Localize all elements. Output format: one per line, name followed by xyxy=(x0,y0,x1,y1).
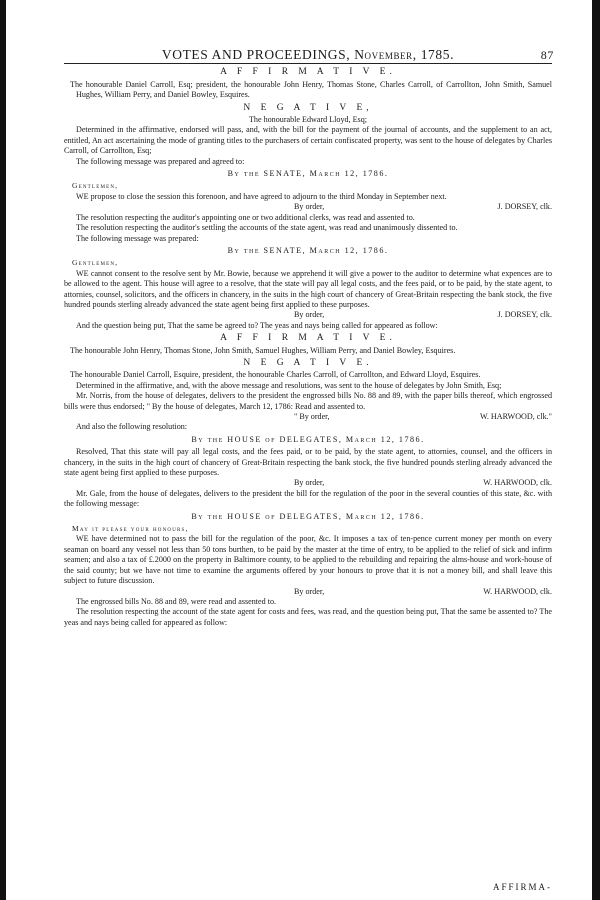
running-title: VOTES AND PROCEEDINGS, November, 1785. xyxy=(161,47,455,62)
paragraph: Mr. Gale, from the house of delegates, delivers to the president the bill for the regulation of the poor in the several counties of this state, &c. with the following message: xyxy=(64,488,552,509)
salutation: Gentlemen, xyxy=(72,181,119,191)
signature-line xyxy=(64,310,552,320)
vote-heading: N E G A T I V E, xyxy=(243,102,373,113)
vote-heading: A F F I R M A T I V E. xyxy=(220,333,396,344)
signature-line xyxy=(64,412,552,422)
header-rule xyxy=(64,63,552,64)
scan-edge-left xyxy=(0,0,6,900)
member-list: The honourable Daniel Carroll, Esquire, president, the honourable Charles Carroll, of Carrollton, and Edward Lloyd, Esquires. xyxy=(70,370,481,380)
vote-heading: N E G A T I V E. xyxy=(243,357,373,368)
message-byline: By the HOUSE of DELEGATES, March 12, 1786. xyxy=(191,511,425,521)
paragraph: The following message was prepared and agreed to: xyxy=(76,156,245,166)
signature-order: By order, xyxy=(294,586,325,596)
vote-heading: A F F I R M A T I V E. xyxy=(220,67,396,78)
member-line: The honourable Edward Lloyd, Esq; xyxy=(248,115,367,125)
message-byline: By the HOUSE of DELEGATES, March 12, 1786. xyxy=(191,434,425,444)
document-page xyxy=(64,47,554,892)
paragraph: WE cannot consent to the resolve sent by Mr. Bowie, because we apprehend it will give a power to the auditor to determine what expences are to be allowed to the agent. This house will agree to a resolve, that the state will pay all legal costs, and the fees paid, or to be paid, by the state agent, to attornies, counsel, solicitors, and the officers in chancery, in the suits in the high court of chancery of Great-Britain respecting the bank stock, the five hundred pounds sterling already advanced the state agent being first applied to these purposes. xyxy=(64,268,552,309)
signature-clerk: W. HARWOOD, clk." xyxy=(479,412,552,421)
signature-order: " By order, xyxy=(294,412,330,421)
paragraph: The following message was prepared: xyxy=(76,233,199,243)
paragraph: The resolution respecting the auditor's appointing one or two additional clerks, was read and assented to. xyxy=(76,212,415,222)
signature-line xyxy=(64,202,552,212)
paragraph: WE propose to close the session this forenoon, and have agreed to adjourn to the third Monday in September next. xyxy=(76,191,447,201)
paragraph: Determined in the affirmative, endorsed will pass, and, with the bill for the payment of the journal of accounts, and the supplement to an act, entitled, An act ascertaining the mode of granting titles to the purchasers of certain confiscated property, was sent to the house of delegates by Charles Carroll, of Carrollton, Esq; xyxy=(64,125,552,156)
catchword: AFFIRMA- xyxy=(492,881,552,892)
paragraph: Mr. Norris, from the house of delegates, delivers to the president the engrossed bills No. 88 and 89, with the paper bills thereof, which engrossed bills were thus endorsed; " By the house of delegates, March 12, 1786: Read and assented to. xyxy=(64,391,552,411)
paragraph: WE have determined not to pass the bill for the regulation of the poor, &c. It imposes a tax of ten-pence current money per month on every seaman on board any vessel not less than 50 tons burthen, to be paid by the master at the time of entry, to be applied to the relief of sick and infirm seamen; and also a tax of £.2000 on the property in Baltimore county, to be applied to the rebuilding and repairing the alms-house and work-house of the said county; but we have not time to examine the arguments offered by your honours to prove that it is not a money bill, and shall leave this subject to future discussion. xyxy=(64,534,552,586)
page-body xyxy=(64,67,552,628)
signature-line xyxy=(64,478,552,488)
signature-order: By order, xyxy=(294,310,325,320)
salutation: May it please your honours, xyxy=(72,524,189,534)
message-byline: By the SENATE, March 12, 1786. xyxy=(227,169,389,179)
page-header xyxy=(64,47,554,62)
salutation: Gentlemen, xyxy=(72,258,119,268)
paragraph: Resolved, That this state will pay all legal costs, and the fees paid, or to be paid, by the state agent, to attornies, counsel, and the officers in chancery, in the suits in the high court of chancery of Great-Britain respecting the bank stock, the five hundred pounds sterling already advanced the state agent being first applied to these purposes. xyxy=(64,447,552,478)
signature-clerk: J. DORSEY, clk. xyxy=(497,310,552,320)
scan-edge-right xyxy=(592,0,600,900)
member-list: The honourable John Henry, Thomas Stone, John Smith, Samuel Hughes, William Perry, and Daniel Bowley, Esquires. xyxy=(70,345,456,355)
paragraph: And also the following resolution: xyxy=(76,422,188,432)
member-list: The honourable Daniel Carroll, Esq; president, the honourable John Henry, Thomas Stone, Charles Carroll, of Carrollton, John Smith, Samuel Hughes, William Perry, and Daniel Bowley, Esquires. xyxy=(70,79,552,100)
signature-clerk: W. HARWOOD, clk. xyxy=(483,478,552,488)
signature-line xyxy=(64,587,552,597)
paragraph: The engrossed bills No. 88 and 89, were read and assented to. xyxy=(76,596,277,606)
paragraph: And the question being put, That the same be agreed to? The yeas and nays being called for appeared as follow: xyxy=(76,320,438,330)
signature-clerk: W. HARWOOD, clk. xyxy=(483,586,552,596)
message-byline: By the SENATE, March 12, 1786. xyxy=(227,245,389,255)
paragraph: The resolution respecting the account of the state agent for costs and fees, was read, and the question being put, That the same be assented to? The yeas and nays being called for appeared as follow: xyxy=(64,607,552,627)
paragraph: Determined in the affirmative, and, with the above message and resolutions, was sent to the house of delegates by John Smith, Esq; xyxy=(76,380,502,390)
signature-order: By order, xyxy=(294,478,325,488)
page-number: 87 xyxy=(540,48,554,62)
signature-order: By order, xyxy=(294,202,325,212)
signature-clerk: J. DORSEY, clk. xyxy=(497,202,552,212)
paragraph: The resolution respecting the auditor's settling the accounts of the state agent, was read and unanimously dissented to. xyxy=(76,223,458,233)
